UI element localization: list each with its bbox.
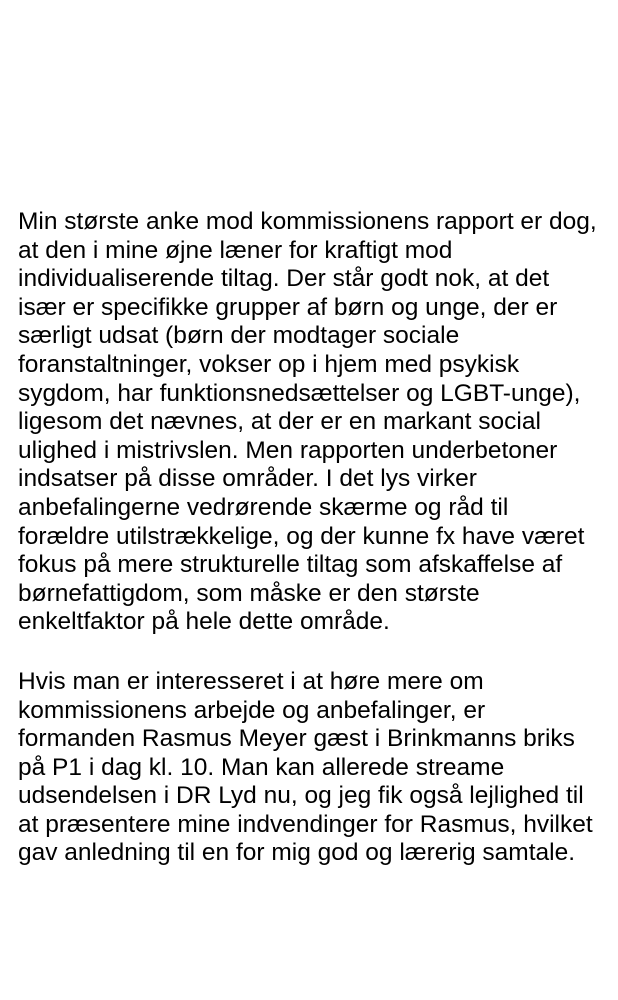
text-line: formanden Rasmus Meyer gæst i Brinkmanns briks [18,725,575,753]
text-line: Hvis man er interesseret i at høre mere om [18,667,484,695]
text-line: indsatser på disse områder. I det lys virker [18,465,477,493]
text-line: at præsentere mine indvendinger for Rasmus, hvilket [18,810,593,838]
text-line: især er specifikke grupper af børn og unge, der er [18,293,558,321]
text-line: foranstaltninger, vokser op i hjem med psykisk [18,350,520,378]
text-line: kommissionens arbejde og anbefalinger, er [18,696,486,724]
note-text-body [18,208,610,868]
text-line: ligesom det nævnes, at der er en markant social [18,408,541,436]
text-line: børnefattigdom, som måske er den største [18,579,480,607]
text-line: at den i mine øjne læner for kraftigt mod [18,236,453,264]
text-line: på P1 i dag kl. 10. Man kan allerede streame [18,753,505,781]
text-line: enkeltfaktor på hele dette område. [18,608,390,636]
text-line: udsendelsen i DR Lyd nu, og jeg fik også lejlighed til [18,782,584,810]
text-line: anbefalingerne vedrørende skærme og råd til [18,493,509,521]
text-line: individualiserende tiltag. Der står godt nok, at det [18,265,550,293]
text-line: Min største anke mod kommissionens rapport er dog, [18,208,597,235]
paragraph-2 [18,668,610,868]
text-line: fokus på mere strukturelle tiltag som afskaffelse af [18,551,563,579]
paragraph-1 [18,208,610,637]
text-line: ulighed i mistrivslen. Men rapporten underbetoner [18,436,558,464]
text-line: særligt udsat (børn der modtager sociale [18,322,460,350]
text-line: sygdom, har funktionsnedsættelser og LGBT-unge), [18,379,581,407]
text-line: gav anledning til en for mig god og lærerig samtale. [18,839,576,867]
text-line: forældre utilstrækkelige, og der kunne fx have været [18,522,585,550]
